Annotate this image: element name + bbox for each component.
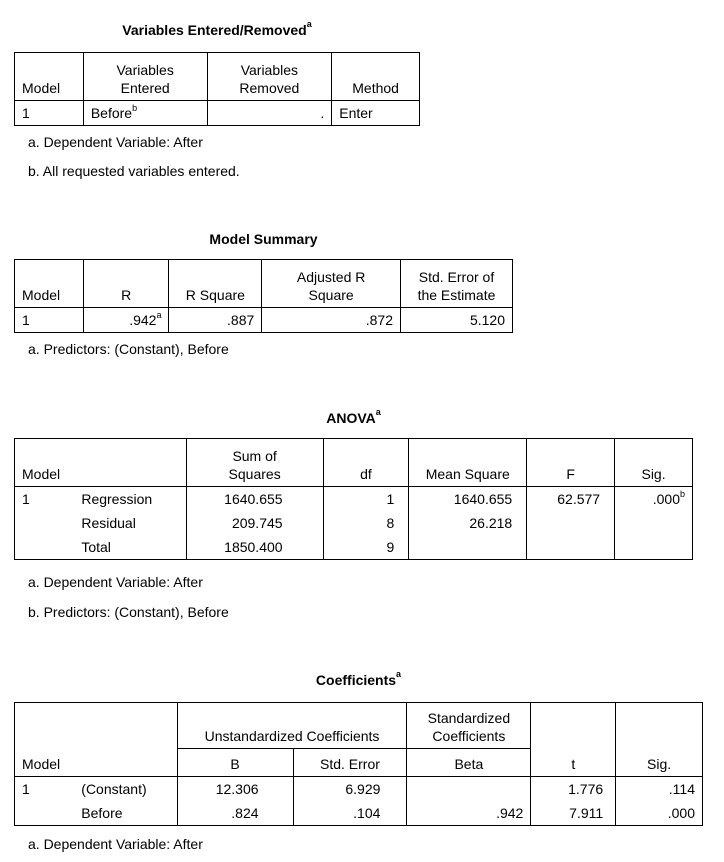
cell-r (83, 308, 169, 333)
cell-entered-text: Before (90, 105, 133, 121)
header-df: df (323, 439, 409, 487)
cell-model (15, 535, 75, 560)
model-summary-title (14, 231, 513, 247)
cell-term: (Constant) (74, 777, 177, 802)
variables-entered-title-text: Variables Entered/Removed (122, 22, 307, 38)
header-std-error-text: Std. Error of the Estimate (417, 269, 496, 303)
header-sig: Sig. (615, 439, 693, 487)
cell-beta: .942 (407, 801, 531, 826)
cell-model: 1 (15, 487, 75, 512)
anova-title-text: ANOVA (326, 410, 376, 426)
header-r: R (83, 260, 169, 308)
cell-std-error: 5.120 (400, 308, 512, 333)
cell-df: 9 (323, 535, 409, 560)
header-unstandardized: Unstandardized Coefficients (177, 703, 407, 749)
model-summary-table (14, 259, 513, 333)
header-variables-entered-text: Variables Entered (116, 62, 174, 96)
cell-b: 12.306 (177, 777, 293, 802)
header-sig-spacer (616, 703, 703, 749)
footnote: a. Predictors: (Constant), Before (28, 341, 229, 357)
cell-method: Enter (332, 101, 420, 126)
header-beta: Beta (407, 749, 531, 777)
cell-sum-of-squares: 1850.400 (186, 535, 323, 560)
table-row (15, 535, 693, 560)
header-model: Model (15, 53, 84, 101)
variables-entered-title (14, 19, 420, 38)
cell-beta (407, 777, 531, 802)
footnote: b. Predictors: (Constant), Before (28, 604, 229, 620)
anova-title-sup: a (375, 407, 381, 417)
variables-entered-title-sup: a (306, 19, 312, 29)
cell-f (527, 535, 615, 560)
header-t-spacer (531, 703, 616, 749)
footnote: a. Dependent Variable: After (28, 134, 203, 150)
header-adjusted-r-square (262, 260, 401, 308)
header-variables-removed-text: Variables Removed (239, 62, 300, 96)
anova-table (14, 438, 693, 560)
footnote: a. Dependent Variable: After (28, 836, 203, 852)
header-variables-entered (83, 53, 207, 101)
table-row (15, 801, 703, 826)
cell-sig (615, 487, 693, 512)
cell-df: 1 (323, 487, 409, 512)
footnote: a. Dependent Variable: After (28, 574, 203, 590)
cell-mean-square: 1640.655 (409, 487, 527, 512)
cell-adjusted-r-square: .872 (262, 308, 401, 333)
cell-term: Before (74, 801, 177, 826)
cell-source: Total (74, 535, 186, 560)
header-model: Model (15, 439, 187, 487)
cell-model: 1 (15, 101, 84, 126)
cell-model (15, 511, 75, 535)
table-row (15, 511, 693, 535)
header-variables-removed (207, 53, 332, 101)
cell-std-error: .104 (293, 801, 407, 826)
cell-std-error: 6.929 (293, 777, 407, 802)
header-sig: Sig. (616, 749, 703, 777)
cell-f: 62.577 (527, 487, 615, 512)
coefficients-title-sup: a (396, 669, 402, 679)
cell-r-square: .887 (169, 308, 262, 333)
header-r-square: R Square (169, 260, 262, 308)
cell-sig (615, 535, 693, 560)
cell-sig-text: .000 (652, 491, 680, 507)
cell-r-sup: a (156, 310, 162, 320)
footnote: b. All requested variables entered. (28, 163, 240, 179)
header-standardized-text: Standardized Coefficients (427, 710, 511, 744)
coefficients-table (14, 702, 703, 826)
cell-model: 1 (15, 308, 84, 333)
header-model: Model (15, 749, 178, 777)
header-method: Method (332, 53, 420, 101)
cell-model: 1 (15, 777, 75, 802)
cell-sig: .000 (616, 801, 703, 826)
cell-sig (615, 511, 693, 535)
cell-b: .824 (177, 801, 293, 826)
table-row (15, 777, 703, 802)
header-sum-of-squares (186, 439, 323, 487)
header-t: t (531, 749, 616, 777)
cell-source: Regression (74, 487, 186, 512)
cell-sig: .114 (616, 777, 703, 802)
table-row (15, 487, 693, 512)
cell-sum-of-squares: 209.745 (186, 511, 323, 535)
variables-entered-table (14, 52, 420, 126)
anova-title (14, 407, 693, 426)
header-standardized (407, 703, 531, 749)
header-std-error (400, 260, 512, 308)
cell-mean-square: 26.218 (409, 511, 527, 535)
header-adjusted-r-square-text: Adjusted R Square (296, 269, 366, 303)
header-model-spacer (15, 703, 178, 749)
header-f: F (527, 439, 615, 487)
table-row (15, 101, 420, 126)
header-mean-square: Mean Square (409, 439, 527, 487)
cell-sig-sup: b (679, 489, 685, 499)
header-std-error: Std. Error (293, 749, 407, 777)
cell-df: 8 (323, 511, 409, 535)
coefficients-title-text: Coefficients (315, 672, 397, 688)
cell-source: Residual (74, 511, 186, 535)
cell-entered (83, 101, 207, 126)
cell-t: 1.776 (531, 777, 616, 802)
cell-f (527, 511, 615, 535)
cell-model (15, 801, 75, 826)
cell-entered-sup: b (132, 103, 138, 113)
cell-mean-square (409, 535, 527, 560)
header-sum-of-squares-text: Sum of Squares (228, 448, 281, 482)
header-b: B (177, 749, 293, 777)
table-row (15, 308, 513, 333)
cell-r-text: .942 (129, 312, 157, 328)
cell-t: 7.911 (531, 801, 616, 826)
coefficients-title (14, 669, 703, 688)
header-model: Model (15, 260, 84, 308)
cell-removed: . (207, 101, 332, 126)
model-summary-title-text: Model Summary (209, 231, 318, 247)
cell-sum-of-squares: 1640.655 (186, 487, 323, 512)
